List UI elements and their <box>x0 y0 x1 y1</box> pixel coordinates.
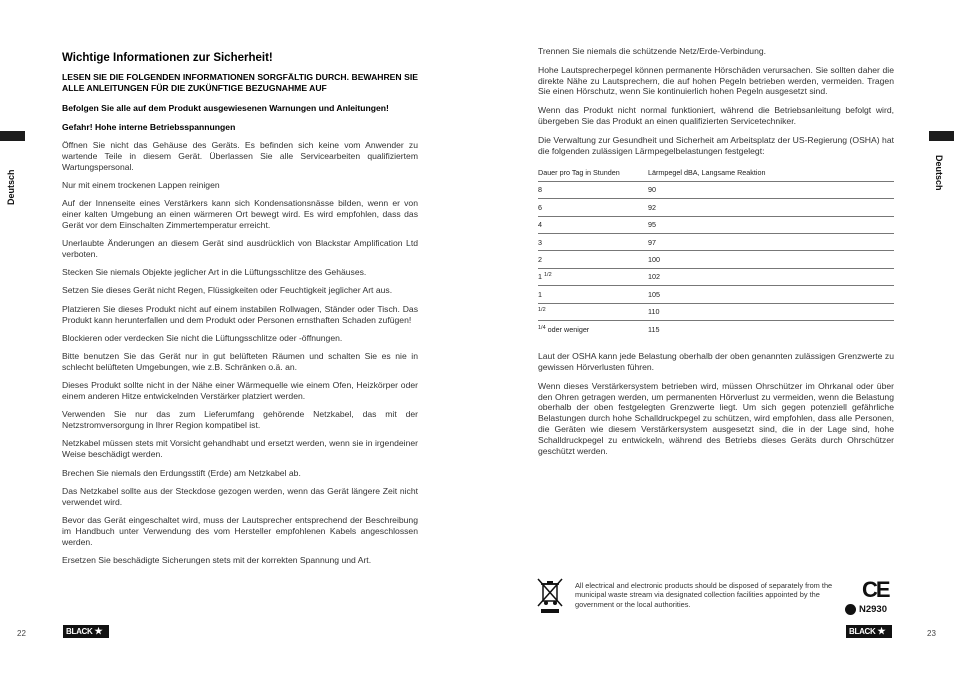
duration-fraction: 1/2 <box>538 307 546 314</box>
star-icon: ★ <box>94 626 103 636</box>
table-row <box>538 233 894 250</box>
star-icon: ★ <box>877 626 886 636</box>
duration-cell <box>538 303 648 320</box>
right-page-content <box>538 46 894 464</box>
table-row <box>538 199 894 216</box>
compliance-code: N2930 <box>859 604 887 615</box>
safety-paragraph: Die Verwaltung zur Gesundheit und Sicherheit am Arbeitsplatz der US-Regierung (OSHA) hat die folgenden zulässigen Lärmpegelbelastungen festgelegt: <box>538 134 894 156</box>
table-row <box>538 216 894 233</box>
c-tick-icon <box>845 604 856 615</box>
duration-cell: 6 <box>538 199 648 216</box>
side-language-label-left: Deutsch <box>6 169 16 205</box>
duration-fraction: 1/2 <box>544 272 552 279</box>
level-cell: 115 <box>648 324 660 334</box>
level-cell: 102 <box>648 268 894 285</box>
duration-cell <box>538 320 648 337</box>
logo-text: BLACK <box>66 627 93 636</box>
level-cell: 90 <box>648 181 894 198</box>
safety-paragraph: Laut der OSHA kann jede Belastung oberhalb der oben genannten zulässigen Grenzwerte zu gewissen Hörverlusten führen. <box>538 351 894 373</box>
safety-paragraph: Dieses Produkt sollte nicht in der Nähe einer Wärmequelle wie einem Ofen, Heizkörper oder einem anderen Hitze entwickelnden Verstärker platziert werden. <box>62 380 418 402</box>
side-language-label-right: Deutsch <box>934 155 944 191</box>
weee-crossed-bin-icon <box>537 578 563 614</box>
level-cell: 97 <box>648 233 894 250</box>
safety-paragraph: Wenn dieses Verstärkersystem betrieben wird, müssen Ohrschützer im Ohrkanal oder über den Ohren getragen werden, um permanenten Hörverlust zu vermeiden, wenn die Belastung oberhalb der oben festgelegten Grenzwerte liegt. Um sich gegen potenziell gefährliche Belastungen durch hohe Schalldruckpegel zu schützen, wird empfohlen, dass alle Personen, die Geräten wie diesem Verstärkersystem ausgesetzt sind, die in der Lage sind, hohe Schalldruckpegel zu entwickeln, während des Betriebs dieses Geräts durch Ohrschützer geschützt werden. <box>538 380 894 456</box>
table-row <box>538 181 894 198</box>
left-page-content <box>62 52 418 573</box>
safety-paragraph: Bitte benutzen Sie das Gerät nur in gut belüfteten Räumen und schalten Sie es nie in schlecht belüfteten Umgebungen, wie z.B. Schränken o.ä. an. <box>62 351 418 372</box>
duration-cell: 1 <box>538 286 648 303</box>
table-row <box>538 320 894 337</box>
level-cell: 110 <box>648 303 894 320</box>
safety-paragraph: Unerlaubte Änderungen an diesem Gerät sind ausdrücklich von Blackstar Amplification Ltd verboten. <box>62 238 418 259</box>
safety-paragraph: Wenn das Produkt nicht normal funktioniert, während die Betriebsanleitung befolgt wird, übergeben Sie das Produkt an einen qualifizierten Servicetechniker. <box>538 105 894 126</box>
duration-cell: 8 <box>538 181 648 198</box>
safety-paragraph: Ersetzen Sie beschädigte Sicherungen stets mit der korrekten Spannung und Art. <box>62 554 372 565</box>
safety-paragraph: Bevor das Gerät eingeschaltet wird, muss der Lautsprecher entsprechend der Beschreibung im Handbuch unter Verwendung des vom Hersteller empfohlenen Kabels angeschlossen werden. <box>62 514 418 547</box>
language-tab-marker-left <box>0 131 25 141</box>
osha-noise-table <box>538 164 894 337</box>
table-header-level: Lärmpegel dBA, Langsame Reaktion <box>648 164 894 181</box>
table-row <box>538 268 894 285</box>
weee-disposal-notice: All electrical and electronic products should be disposed of separately from the municipal waste stream via designated collection facilities appointed by the government or the local authorities. <box>575 581 833 609</box>
duration-value: 1 <box>538 272 542 282</box>
safety-paragraph: Platzieren Sie dieses Produkt nicht auf einem instabilen Rollwagen, Ständer oder Tisch. Das Produkt kann herunterfallen und dem Produkt oder Personen ernsthaften Schaden zufügen! <box>62 303 418 325</box>
safety-paragraph: Öffnen Sie nicht das Gehäuse des Geräts. Es befinden sich keine vom Anwender zu wartende Teile in diesem Gerät. Überlassen Sie alle Servicearbeiten qualifiziertem Wartungspersonal. <box>62 140 418 172</box>
table-header-row <box>538 164 894 181</box>
blackstar-logo-right <box>846 625 892 638</box>
duration-cell: 2 <box>538 251 648 268</box>
level-cell: 95 <box>648 216 894 233</box>
page-number-left: 22 <box>17 629 26 638</box>
level-cell: 105 <box>648 286 894 303</box>
duration-cell: 3 <box>538 233 648 250</box>
page-number-right: 23 <box>927 629 936 638</box>
safety-paragraph: Hohe Lautsprecherpegel können permanente Hörschäden verursachen. Sie sollten daher die direkte Nähe zu Lautsprechern, die auf hohen Pegeln betrieben werden, vermeiden. Tragen Sie einen Hörschutz, wenn Sie kontinuierlich hohen Pegeln ausgesetzt sind. <box>538 64 894 97</box>
duration-cell <box>538 268 648 285</box>
duration-value: oder weniger <box>545 324 590 334</box>
level-cell: 100 <box>648 251 894 268</box>
safety-paragraph: Verwenden Sie nur das zum Lieferumfang gehörende Netzkabel, das mit der Netzstromversorgung in Ihrer Region kompatibel ist. <box>62 409 418 431</box>
safety-paragraph: Blockieren oder verdecken Sie nicht die Lüftungsschlitze oder -öffnungen. <box>62 332 343 343</box>
ce-mark: CE <box>862 577 889 602</box>
safety-paragraph: Das Netzkabel sollte aus der Steckdose gezogen werden, wenn das Gerät längere Zeit nicht verwendet wird. <box>62 485 418 507</box>
duration-cell: 4 <box>538 216 648 233</box>
safety-paragraph: Nur mit einem trockenen Lappen reinigen <box>62 179 220 190</box>
safety-paragraph: Setzen Sie dieses Gerät nicht Regen, Flüssigkeiten oder Feuchtigkeit jeglicher Art aus. <box>62 285 393 296</box>
safety-paragraph: Trennen Sie niemals die schützende Netz/Erde-Verbindung. <box>538 46 767 56</box>
table-row <box>538 303 894 320</box>
follow-warnings-heading: Befolgen Sie alle auf dem Produkt ausgewiesenen Warnungen und Anleitungen! <box>62 103 389 113</box>
safety-paragraph: Stecken Sie niemals Objekte jeglicher Art in die Lüftungsschlitze des Gehäuses. <box>62 267 367 278</box>
compliance-mark <box>845 604 887 615</box>
duration-fraction: 1/4 <box>538 324 546 331</box>
blackstar-logo-left <box>63 625 109 638</box>
logo-text: BLACK <box>849 627 876 636</box>
table-header-duration: Dauer pro Tag in Stunden <box>538 164 648 181</box>
read-instructions-warning: LESEN SIE DIE FOLGENDEN INFORMATIONEN SORGFÄLTIG DURCH. BEWAHREN SIE ALLE ANLEITUNGEN FÜR DIE ZUKÜNFTIGE BEZUGNAHME AUF <box>62 72 418 93</box>
language-tab-marker-right <box>929 131 954 141</box>
safety-title: Wichtige Informationen zur Sicherheit! <box>62 52 273 64</box>
table-row <box>538 286 894 303</box>
high-voltage-heading: Gefahr! Hohe interne Betriebsspannungen <box>62 121 236 132</box>
safety-paragraph: Netzkabel müssen stets mit Vorsicht gehandhabt und ersetzt werden, wenn sie in irgendeiner Weise beschädigt werden. <box>62 438 418 460</box>
safety-paragraph: Brechen Sie niemals den Erdungsstift (Erde) am Netzkabel ab. <box>62 467 301 478</box>
safety-paragraph: Auf der Innenseite eines Verstärkers kann sich Kondensationsnässe bilden, wenn er von einer kalten Umgebung an einen wärmeren Ort bewegt wird. Es wird empfohlen, dass das Gerät vor dem Einschalten Zimmertemperatur erreicht. <box>62 198 418 230</box>
table-row <box>538 251 894 268</box>
level-cell: 92 <box>648 199 894 216</box>
